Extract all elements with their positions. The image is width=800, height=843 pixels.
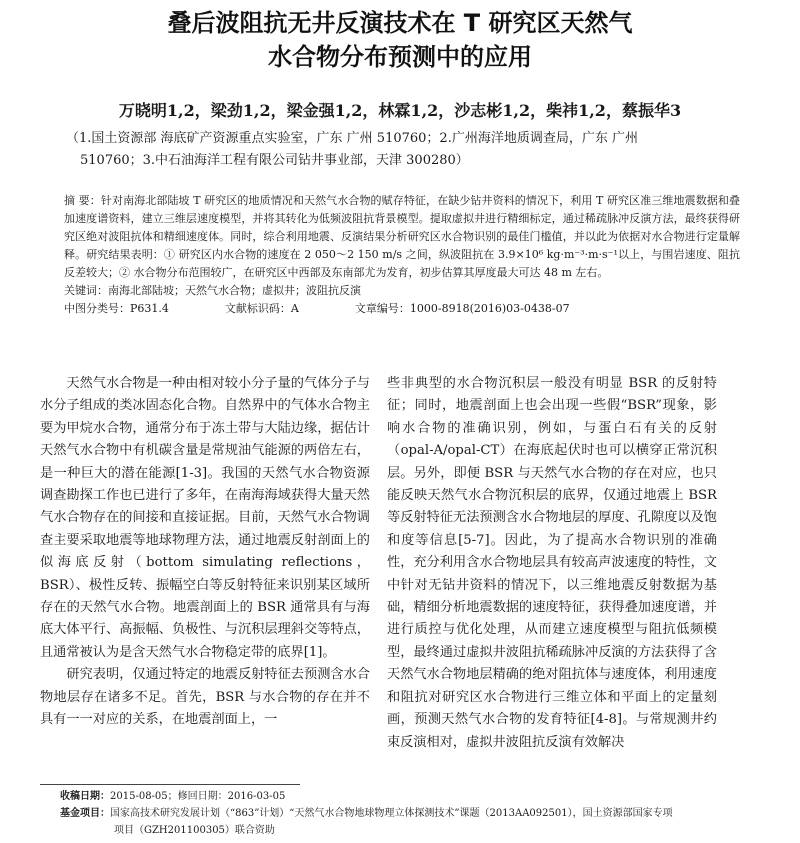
keywords-text: 南海北部陆坡；天然气水合物；虚拟井；波阻抗反演 [108,284,361,297]
footnote-block [60,788,740,839]
classification-row [64,300,740,318]
author-list: 万晓明1,2，梁劲1,2，梁金强1,2，林霖1,2，沙志彬1,2，柴祎1,2，蔡振华3 [118,101,682,120]
paragraph-intro: 天然气水合物是一种由相对较小分子量的气体分子与水分子组成的类冰固态化合物。自然界中的气体水合物主要为甲烷水合物，通常分布于冻土带与大陆边缘，据估计天然气水合物中有机碳含量是常规油气能源的两倍左右，是一种巨大的潜在能源[1-3]。我国的天然气水合物资源调查勘探工作也已进行了多年，在南海海域获得大量天然气水合物存在的间接和直接证据。目前，天然气水合物调查主要采取地震等地球物理方法，通过地震反射剖面上的似海底反射（bottom simulating reflections，BSR）、极性反转、振幅空白等反射特征来识别某区域所存在的天然气水合物。地震剖面上的 BSR 通常具有与海底大体平行、高振幅、负极性、与沉积层理斜交等特点，且通常被认为是含天然气水合物稳定带的底界[1]。 [40,376,370,660]
abstract [64,192,740,282]
affiliations [66,128,716,172]
body-column-right [387,373,717,754]
affiliation-line-1: （1.国土资源部 海底矿产资源重点实验室，广东 广州 510760；2.广州海洋地质调查局，广东 广州 [66,131,638,146]
footnote-divider [40,784,300,785]
keywords-label: 关键词： [64,284,108,297]
fund-project [60,805,740,822]
paragraph-research: 研究表明，仅通过特定的地震反射特征去预测含水合物地层存在诸多不足。首先，BSR 与水合物的存在并不具有一一对应的关系，在地震剖面上，一 [40,667,370,728]
article-number: 文章编号：1000-8918(2016)03-0438-07 [354,302,570,315]
affiliation-line-2: 510760；3.中石油海洋工程有限公司钻井事业部，天津 300280） [80,153,469,168]
received-dates [60,788,740,805]
fund-label: 基金项目： [60,808,110,819]
paper-title [0,6,800,74]
title-line-1: 叠后波阻抗无井反演技术在 T 研究区天然气 [167,9,633,37]
paragraph-continued: 些非典型的水合物沉积层一般没有明显 BSR 的反射特征；同时，地震剖面上也会出现一些假“BSR”现象，影响水合物的准确识别，例如，与蛋白石有关的反射（opal-A/opal-CT）在海底起伏时也可以横穿正常沉积层。另外，即便 BSR 与天然气水合物的存在对应，也只能反映天然气水合物沉积层的底界，仅通过地震上 BSR 等反射特征无法预测含水合物地层的厚度、孔隙度以及饱和度等信息[5-7]。因此，为了提高水合物识别的准确性，充分利用含水合物地层具有较高声波速度的特性，文中针对无钻井资料的情况下，以三维地震反射数据为基础，精细分析地震数据的速度特征，获得叠加速度谱，并进行质控与优化处理，从而建立速度模型与阻抗低频模型，最终通过虚拟井波阻抗稀疏脉冲反演的方法获得了含天然气水合物地层精确的绝对阻抗体与速度体，利用速度和阻抗对研究区水合物进行三维立体和平面上的定量刻画，预测天然气水合物的发育特征[4-8]。与常规测井约束反演相对，虚拟井波阻抗反演有效解决 [387,376,717,750]
title-line-2: 水合物分布预测中的应用 [268,43,532,71]
abstract-text: 针对南海北部陆坡 T 研究区的地质情况和天然气水合物的赋存特征，在缺少钻井资料的情况下，利用 T 研究区准三维地震数据和叠加速度谱资料，建立三维层速度模型，并将其转化为低频波阻抗背景模型。提取虚拟井进行精细标定，通过稀疏脉冲反演方法，最终获得研究区绝对波阻抗体和精细速度体。同时，综合利用地震、反演结果分析研究区水合物识别的最佳门槛值，并以此为依据对水合物进行定量解释。研究结果表明：① 研究区内水合物的速度在 2 050～2 150 m/s 之间，纵波阻抗在 3.9×10⁶ kg·m⁻³·m·s⁻¹以上，与围岩速度、阻抗反差较大；② 水合物分布范围较广，在研究区中西部及东南部尤为发育，初步估算其厚度最大可达 48 m 左右。 [64,194,740,279]
body-column-left [40,373,370,732]
received-label: 收稿日期： [60,791,110,802]
clc-number: 中图分类号：P631.4 [64,302,169,315]
fund-text-1: 国家高技术研究发展计划（“863”计划）“天然气水合物地球物理立体探测技术”课题（2013AA092501），国土资源部国家专项 [110,808,673,819]
document-code: 文献标识码：A [224,302,299,315]
abstract-block [64,192,740,318]
abstract-label: 摘 要： [64,194,101,207]
keywords [64,282,740,300]
received-text: 2015-08-05；修回日期：2016-03-05 [110,791,286,802]
fund-text-2: 项目（GZH201100305）联合资助 [114,825,275,836]
